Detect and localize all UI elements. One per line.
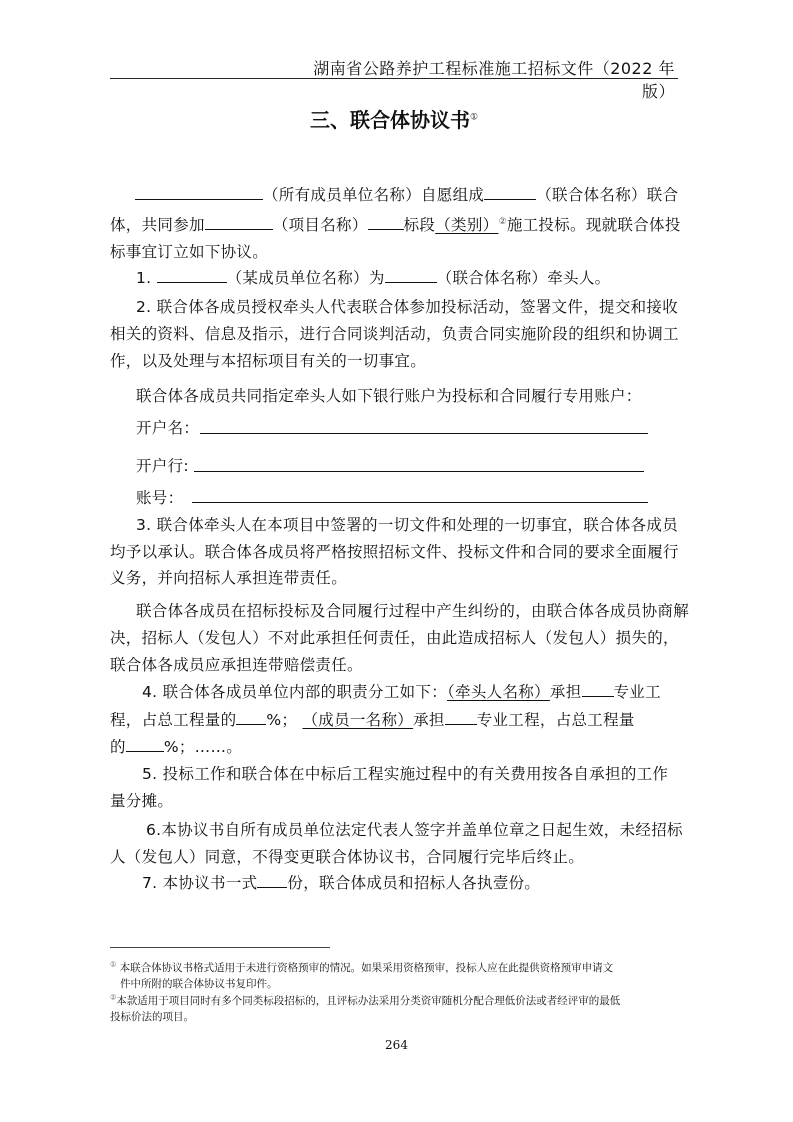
item4-text-e: 程，占总工程量的 (110, 711, 237, 729)
blank-lead-percent (236, 710, 266, 725)
intro-text-a: （所有成员单位名称）自愿组成 (263, 186, 485, 204)
page-number: 264 (385, 1038, 408, 1052)
footnote-2-mark: ② (110, 993, 117, 1002)
footnote-2-line-2: 投标价法的项目。 (110, 1011, 194, 1023)
item7-text-a: 7. 本协议书一式 (142, 874, 258, 892)
blank-lead-consortium (385, 268, 437, 283)
blank-lead-specialty (582, 682, 614, 697)
dispute-line-2: 决，招标人（发包人）不对此承担任何责任，由此造成招标人（发包人）损失的， (110, 629, 679, 647)
item4-text-h: 承担 (413, 711, 445, 729)
item5-line-2: 量分摊。 (110, 792, 174, 810)
item7-text-b: 份，联合体成员和招标人各执壹份。 (287, 874, 541, 892)
intro-text-g: 施工投标。现就联合体投 (506, 216, 681, 234)
dispute-line-3: 联合体各成员应承担连带赔偿责任。 (110, 656, 363, 674)
intro-text-h: 标事宜订立如下协议。 (110, 243, 269, 261)
footnote-2-text-1: 本款适用于项目同时有多个同类标段招标的，且评标办法采用分类资审随机分配合理低价法或者经评审的最低 (116, 995, 621, 1007)
blank-section (368, 215, 404, 230)
blank-project-name (205, 215, 273, 230)
blank-consortium-name (484, 185, 536, 200)
document-title (110, 104, 678, 133)
intro-text-b: （联合体名称）联合 (536, 186, 679, 204)
title-footnote-mark: ① (469, 112, 479, 123)
blank-member-unit (157, 268, 227, 283)
item4-line-1 (142, 680, 722, 702)
bank-name-label: 开户名： (136, 419, 200, 437)
intro-line-3 (110, 240, 690, 262)
item4-text-k: %；……。 (163, 738, 243, 756)
item7-line (142, 871, 722, 893)
intro-line-1 (110, 183, 690, 205)
footnote-rule (110, 947, 330, 948)
item5-line-1: 5. 投标工作和联合体在中标后工程实施过程中的有关费用按各自承担的工作 (142, 765, 669, 783)
footnote-1-line-1 (110, 960, 613, 975)
item4-member-name: （成员一名称） (302, 711, 414, 729)
account-number-label: 账号： (136, 489, 184, 507)
item3-line-3: 义务，并向招标人承担连带责任。 (110, 569, 348, 587)
item4-line-3 (110, 735, 690, 757)
item4-text-f: %； (266, 711, 298, 729)
item1-text-b: （某成员单位名称）为 (226, 269, 385, 287)
item6-line-1: 6.本协议书自所有成员单位法定代表人签字并盖单位章之日起生效，未经招标 (146, 821, 683, 839)
item3-line-2: 均予以承认。联合体各成员将严格按照招标文件、投标文件和合同的要求全面履行 (110, 543, 679, 561)
title-text: 三、联合体协议书 (309, 108, 470, 132)
item4-text-a: 4. 联合体各成员单位内部的职责分工如下： (142, 683, 448, 701)
intro-text-e: 标段 (403, 216, 436, 234)
item4-text-j: 的 (110, 738, 126, 756)
footnote-1-mark: ① (110, 960, 117, 969)
running-header: 湖南省公路养护工程标准施工招标文件（2022 年版） (313, 59, 675, 101)
bank-branch-label: 开户行: (136, 457, 189, 475)
item1-text-c: （联合体名称）牵头人。 (436, 269, 611, 287)
intro-category: （类别） (435, 216, 499, 234)
blank-member-percent (126, 737, 164, 752)
item4-text-d: 专业工 (613, 683, 661, 701)
item6-line-2: 人（发包人）同意，不得变更联合体协议书，合同履行完毕后终止。 (110, 848, 585, 866)
item4-line-2 (110, 708, 690, 730)
footnote-1-line-2: 件中所附的联合体协议书复印件。 (120, 978, 278, 990)
item1-number: 1. (136, 269, 152, 287)
footnote-2-line-1 (110, 993, 620, 1008)
item3-line-1: 3. 联合体牵头人在本项目中签署的一切文件和处理的一切事宜，联合体各成员 (136, 516, 679, 534)
item2-line-2: 相关的资料、信息及指示，进行合同谈判活动，负责合同实施阶段的组织和协调工 (110, 325, 679, 343)
item4-lead-name: （牵头人名称） (447, 683, 550, 701)
blank-member-specialty (445, 710, 477, 725)
intro-text-c: 体，共同参加 (110, 216, 205, 234)
dispute-line-1: 联合体各成员在招标投标及合同履行过程中产生纠纷的，由联合体各成员协商解 (136, 602, 690, 620)
item2-line-1: 2. 联合体各成员授权牵头人代表联合体参加投标活动，签署文件，提交和接收 (136, 298, 679, 316)
bank-intro: 联合体各成员共同指定牵头人如下银行账户为投标和合同履行专用账户： (136, 387, 642, 405)
item1-line (110, 266, 690, 288)
blank-member-names (135, 185, 263, 200)
item4-text-c: 承担 (549, 683, 582, 701)
intro-text-d: （项目名称） (272, 216, 368, 234)
account-number-field (192, 502, 648, 503)
item4-text-i: 专业工程，占总工程量 (476, 711, 635, 729)
account-name-field (200, 433, 648, 434)
intro-line-2 (110, 213, 690, 235)
bank-branch-field (194, 471, 644, 472)
item2-line-3: 作，以及处理与本招标项目有关的一切事宜。 (110, 352, 427, 370)
blank-copies (257, 873, 287, 888)
header-rule (110, 78, 678, 79)
intro-footnote-mark: ② (498, 216, 507, 227)
footnote-1-text-1: 本联合体协议书格式适用于未进行资格预审的情况。如果采用资格预审，投标人应在此提供资格预审申请文 (119, 962, 614, 974)
